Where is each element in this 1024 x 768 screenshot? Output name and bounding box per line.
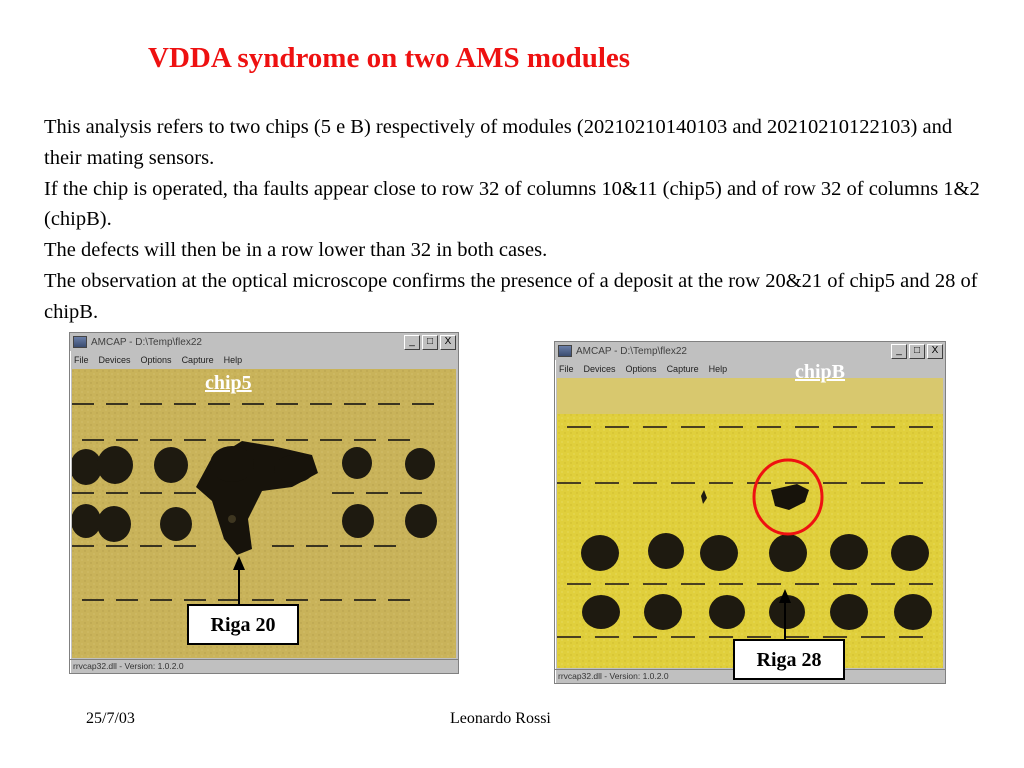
bump — [582, 595, 620, 629]
window-titlebar[interactable] — [555, 342, 945, 360]
window-titlebar[interactable] — [70, 333, 458, 351]
menu-capture[interactable]: Capture — [666, 363, 699, 374]
paragraph: If the chip is operated, tha faults appear close to row 32 of columns 10&11 (chip5) and of row 32 of columns 1&2 (chipB). — [44, 177, 980, 231]
bump — [342, 504, 374, 538]
status-bar: rrvcap32.dll - Version: 1.0.2.0 — [70, 659, 458, 673]
app-icon — [73, 336, 87, 348]
slide-title: VDDA syndrome on two AMS modules — [148, 42, 631, 74]
footer-author: Leonardo Rossi — [450, 710, 551, 727]
close-button[interactable]: X — [440, 335, 456, 350]
close-button[interactable]: X — [927, 344, 943, 359]
status-bar: rrvcap32.dll - Version: 1.0.2.0 — [555, 669, 945, 683]
menu-bar — [555, 360, 945, 377]
bump — [644, 594, 682, 630]
bump — [769, 534, 807, 572]
paragraph: This analysis refers to two chips (5 e B) respectively of modules (20210210140103 and 20210210122103) and their mating sensors. — [44, 116, 953, 169]
minimize-button[interactable]: _ — [891, 344, 907, 359]
minimize-button[interactable]: _ — [404, 335, 420, 350]
menu-devices[interactable]: Devices — [98, 354, 131, 365]
app-icon — [558, 345, 572, 357]
bump — [894, 594, 932, 630]
menu-options[interactable]: Options — [625, 363, 657, 374]
bump — [160, 507, 192, 541]
maximize-button[interactable]: □ — [909, 344, 925, 359]
bump — [891, 535, 929, 571]
menu-options[interactable]: Options — [140, 354, 172, 365]
bump — [700, 535, 738, 571]
chip5-label: chip5 — [205, 372, 252, 394]
bump — [405, 448, 435, 480]
bump — [581, 535, 619, 571]
menu-help[interactable]: Help — [223, 354, 243, 365]
paragraph: The observation at the optical microscope confirms the presence of a deposit at the row 20&21 of chip5 and 28 of chipB. — [44, 269, 978, 323]
maximize-button[interactable]: □ — [422, 335, 438, 350]
menu-devices[interactable]: Devices — [583, 363, 616, 374]
paragraph: The defects will then be in a row lower than 32 in both cases. — [44, 239, 548, 262]
microscope-photo — [557, 378, 943, 668]
bump — [709, 595, 745, 629]
riga-20-label: Riga 20 — [187, 604, 299, 645]
footer-date: 25/7/03 — [86, 710, 135, 727]
bump — [342, 447, 372, 479]
menu-capture[interactable]: Capture — [181, 354, 214, 365]
microscope-image-chipB — [557, 378, 943, 668]
window-title: AMCAP - D:\Temp\flex22 — [576, 345, 687, 357]
chipB-label: chipB — [795, 361, 846, 383]
menu-file[interactable]: File — [559, 363, 574, 374]
bump — [72, 504, 101, 538]
bump — [830, 594, 868, 630]
bump — [97, 446, 133, 484]
bump — [648, 533, 684, 569]
window-title: AMCAP - D:\Temp\flex22 — [91, 336, 202, 348]
bump — [405, 504, 437, 538]
bump — [154, 447, 188, 483]
menu-bar — [70, 351, 458, 368]
slide-body — [44, 112, 994, 328]
riga-28-label: Riga 28 — [733, 639, 845, 680]
menu-help[interactable]: Help — [708, 363, 728, 374]
bump — [97, 506, 131, 542]
bump — [830, 534, 868, 570]
menu-file[interactable]: File — [74, 354, 89, 365]
arrow-line — [784, 601, 786, 639]
arrow-line — [238, 568, 240, 604]
amcap-window-chipB — [554, 341, 946, 684]
